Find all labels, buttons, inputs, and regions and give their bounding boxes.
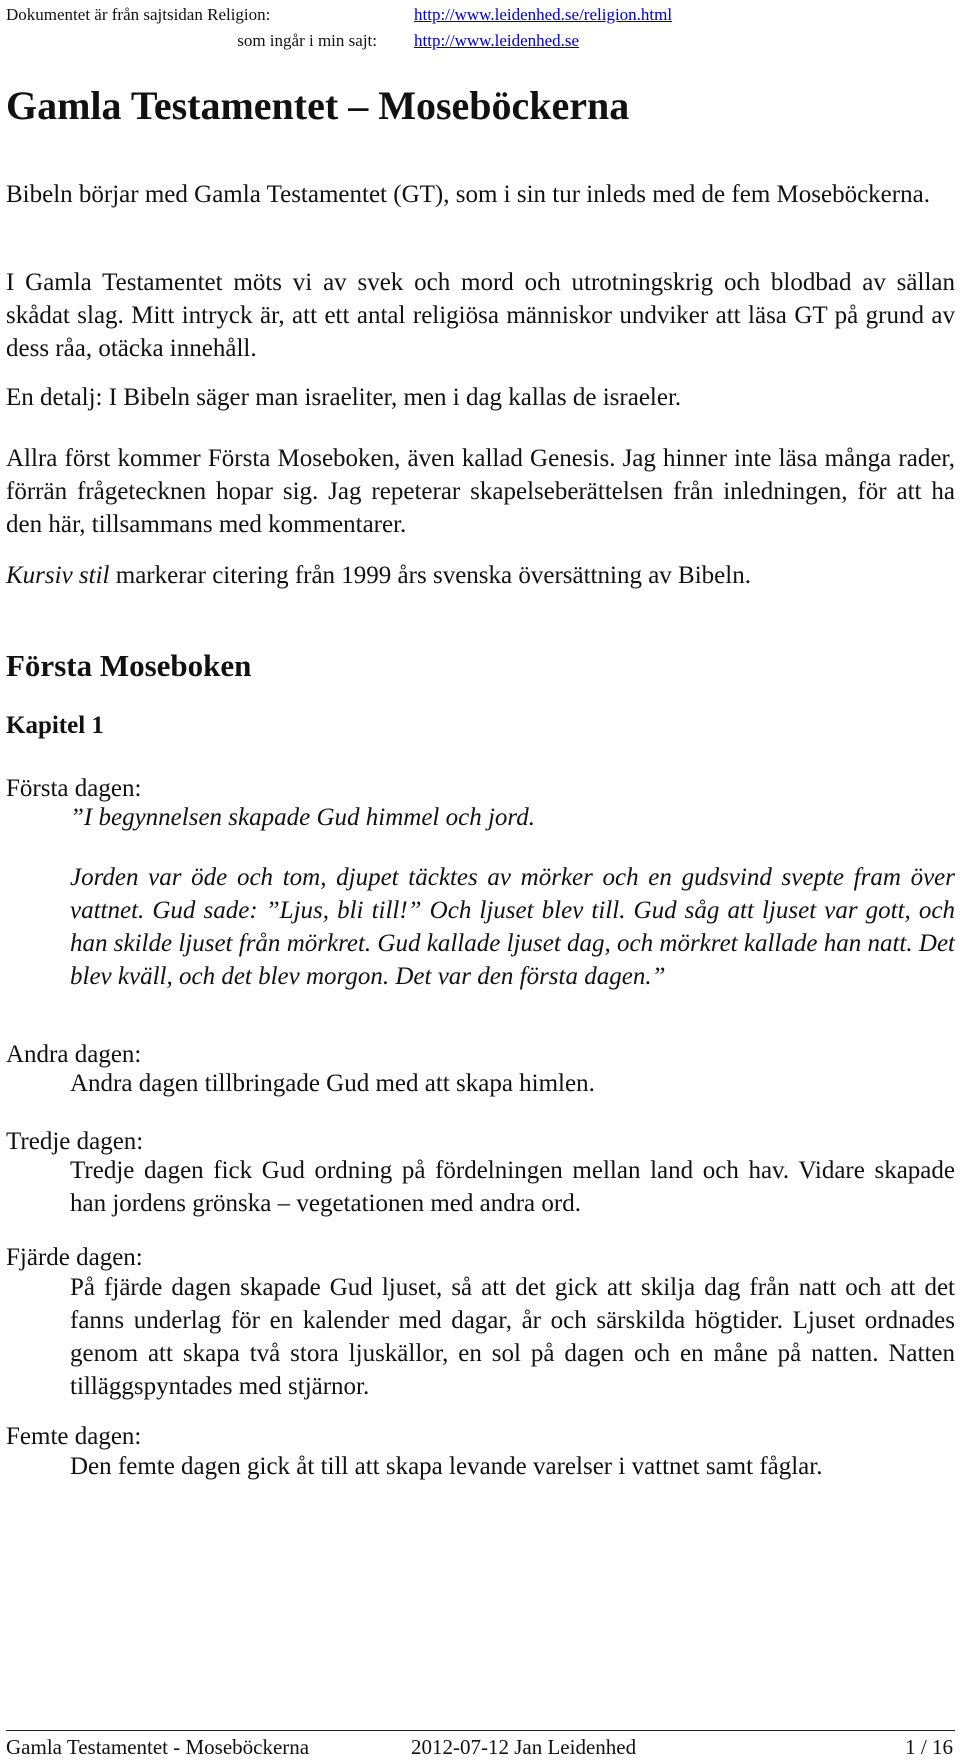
day-label-1: Första dagen: — [6, 775, 142, 802]
intro-paragraph-5 — [6, 559, 955, 592]
day-5-text — [70, 1450, 955, 1483]
header-site-label: som ingår i min sajt: — [237, 31, 377, 50]
day-4-text — [70, 1271, 955, 1403]
intro-paragraph-3: En detalj: I Bibeln säger man israeliter, men i dag kallas de israeler. — [6, 384, 682, 411]
religion-page-link[interactable]: http://www.leidenhed.se/religion.html — [414, 5, 673, 24]
intro-paragraph-2: I Gamla Testamentet möts vi av svek och mord och utrotningskrig och blodbad av sällan skådat slag. Mitt intryck är, att ett antal religiösa människor undviker att läsa GT på grund av dess råa, otäcka innehåll. — [6, 269, 955, 362]
header-source-label: Dokumentet är från sajtsidan Religion: — [6, 5, 271, 24]
footer-divider — [6, 1730, 955, 1731]
site-home-link[interactable]: http://www.leidenhed.se — [414, 31, 580, 50]
chapter-title: Kapitel 1 — [6, 712, 104, 739]
intro-paragraph-4: Allra först kommer Första Moseboken, även kallad Genesis. Jag hinner inte läsa många rader, förrän frågetecknen hopar sig. Jag repeterar skapelseberättelsen från inledningen, för att ha den här, tillsammans med kommentarer. — [6, 445, 955, 538]
day-1-quote-2-italic: Jorden var öde och tom, djupet täcktes av mörker och en gudsvind svepte fram över vattnet. Gud sade: ”Ljus, bli till!” Och ljuset blev till. Gud såg att ljuset var gott, och han skilde ljuset från mörkret. Gud kallade ljuset dag, och mörkret kallade han natt. Det blev kväll, och det blev morgon. Det var den första dagen.” — [70, 864, 955, 990]
day-5-paragraph: Den femte dagen gick åt till att skapa levande varelser i vattnet samt fåglar. — [70, 1453, 823, 1480]
day-4-paragraph: På fjärde dagen skapade Gud ljuset, så att det gick att skilja dag från natt och att det fanns underlag för en kalender med dagar, år och särskilda högtider. Ljuset ordnades genom att skapa två stora ljuskällor, en sol på dagen och en måne på natten. Natten tilläggspyntades med stjärnor. — [70, 1274, 955, 1400]
day-1-quote-2-text — [70, 861, 955, 993]
day-3-text — [70, 1154, 955, 1220]
intro-block-5 — [6, 559, 955, 592]
intro-paragraph-1: Bibeln börjar med Gamla Testamentet (GT), som i sin tur inleds med de fem Moseböckerna. — [6, 181, 930, 208]
intro-block-2 — [6, 266, 955, 365]
day-2-paragraph: Andra dagen tillbringade Gud med att skapa himlen. — [70, 1070, 595, 1097]
day-label-5: Femte dagen: — [6, 1423, 142, 1450]
page-header — [6, 2, 672, 54]
page-title: Gamla Testamentet – Moseböckerna — [6, 83, 630, 128]
intro-block-4 — [6, 442, 955, 541]
footer-document-title: Gamla Testamentet - Moseböckerna — [6, 1735, 310, 1759]
day-label-2: Andra dagen: — [6, 1041, 142, 1068]
italic-note: Kursiv stil — [6, 562, 110, 589]
intro-paragraph-5-rest: markerar citering från 1999 års svenska översättning av Bibeln. — [109, 562, 751, 589]
day-label-4: Fjärde dagen: — [6, 1244, 143, 1271]
day-1-quote-1 — [70, 801, 955, 834]
day-2-text — [70, 1067, 955, 1100]
footer-date-author: 2012-07-12 Jan Leidenhed — [411, 1735, 637, 1759]
day-1-quote-1-text — [70, 801, 955, 834]
day-label-3: Tredje dagen: — [6, 1128, 144, 1155]
footer-page-number: 1 / 16 — [905, 1735, 953, 1759]
intro-block-3 — [6, 381, 955, 414]
section-title: Första Moseboken — [6, 648, 252, 683]
day-1-quote-2 — [70, 861, 955, 993]
intro-section — [6, 178, 955, 244]
day-3-paragraph: Tredje dagen fick Gud ordning på fördelningen mellan land och hav. Vidare skapade han jordens grönska – vegetationen med andra ord. — [70, 1157, 955, 1217]
day-1-quote-1-italic: ”I begynnelsen skapade Gud himmel och jord. — [70, 804, 535, 831]
